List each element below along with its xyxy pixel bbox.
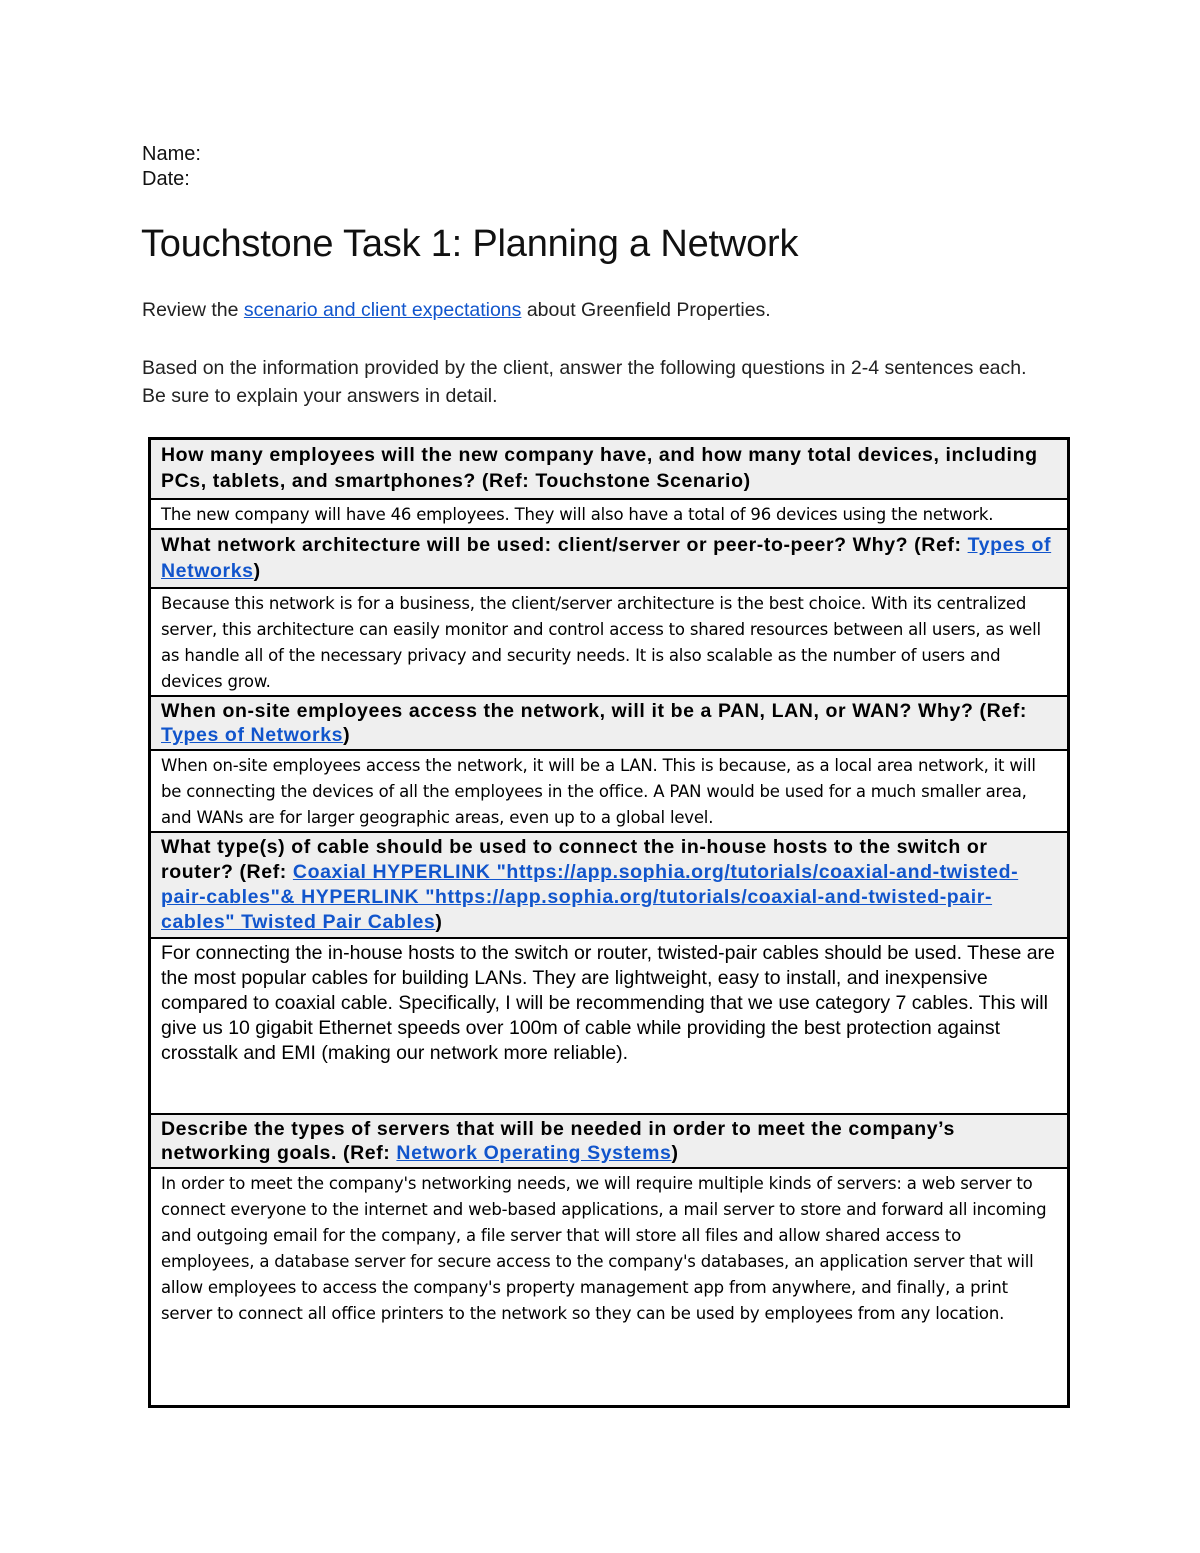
question-cell-5 (150, 1114, 1069, 1168)
intro-prefix: Review the (142, 299, 244, 321)
qa-table (148, 437, 1070, 1408)
question-text-5: Describe the types of servers that will be needed in order to meet the company’s networking goals. (Ref: (161, 1118, 955, 1164)
table-row (150, 499, 1069, 529)
question-suffix-2: ) (253, 560, 261, 582)
table-row (150, 832, 1069, 938)
answer-cell-2[interactable] (150, 588, 1069, 696)
answer-cell-5[interactable] (150, 1168, 1069, 1407)
types-of-networks-link[interactable]: Types of Networks (161, 534, 1052, 582)
question-text-3: When on-site employees access the network, will it be a PAN, LAN, or WAN? Why? (Ref: (161, 700, 1027, 722)
question-text-2: What network architecture will be used: client/server or peer-to-peer? Why? (Ref: (161, 534, 968, 556)
question-suffix-4: ) (435, 911, 443, 933)
answer-text-3: When on-site employees access the network, it will be a LAN. This is because, as a local area network, it will be connecting the devices of all the employees in the office. A PAN would be used for a much smaller area, and WANs are for larger geographic areas, even up to a global level. (161, 756, 1036, 827)
cables-link[interactable]: Coaxial HYPERLINK "https://app.sophia.org/tutorials/coaxial-and-twisted-pair-cables"& HYPERLINK "https://app.sophia.org/tutorials/coaxial-and-twisted-pair-cables" Twisted Pair Cables (161, 861, 1019, 933)
date-label: Date: (142, 168, 190, 190)
question-cell-3 (150, 696, 1069, 750)
question-text-4: What type(s) of cable should be used to connect the in-house hosts to the switch or router? (Ref: (161, 836, 988, 883)
scenario-link[interactable]: scenario and client expectations (243, 299, 522, 321)
question-suffix-3: ) (343, 724, 351, 746)
table-row (150, 750, 1069, 832)
table-row (150, 1168, 1069, 1407)
table-row (150, 529, 1069, 588)
table-row (150, 1114, 1069, 1168)
intro-suffix: about Greenfield Properties. (521, 299, 771, 321)
question-cell-2 (150, 529, 1069, 588)
question-suffix-5: ) (671, 1142, 679, 1164)
student-info (142, 142, 201, 192)
answer-text-2: Because this network is for a business, the client/server architecture is the best choice. With its centralized server, this architecture can easily monitor and control access to shared resources between all users, as well as handle all of the necessary privacy and security needs. It is also scalable as the number of users and devices grow. (161, 594, 1041, 691)
answer-text-1: The new company will have 46 employees. They will also have a total of 96 devices using the network. (161, 505, 994, 524)
question-cell-1 (150, 439, 1069, 500)
answer-cell-1[interactable] (150, 499, 1069, 529)
table-row (150, 938, 1069, 1114)
table-row (150, 588, 1069, 696)
table-row (150, 696, 1069, 750)
intro-paragraph (142, 296, 771, 324)
answer-text-4: For connecting the in-house hosts to the switch or router, twisted-pair cables should be used. These are the most popular cables for building LANs. They are lightweight, easy to install, and inexpensive compared to coaxial cable. Specifically, I will be recommending that we use category 7 cables. This will give us 10 gigabit Ethernet speeds over 100m of cable while providing the best protection against crosstalk and EMI (making our network more reliable). (161, 942, 1055, 1064)
answer-text-5: In order to meet the company's networking needs, we will require multiple kinds of servers: a web server to connect everyone to the internet and web-based applications, a mail server to store and forward all incoming and outgoing email for the company, a file server that will store all files and allow shared access to employees, a database server for secure access to the company's databases, an application server that will allow employees to access the company's property management app from anywhere, and finally, a print server to connect all office printers to the network so they can be used by employees from any location. (161, 1174, 1047, 1323)
name-label: Name: (142, 143, 201, 165)
answer-cell-3[interactable] (150, 750, 1069, 832)
instructions-paragraph: Based on the information provided by the client, answer the following questions in 2-4 sentences each. Be sure to explain your answers in detail. (142, 357, 1027, 407)
network-operating-systems-link[interactable]: Network Operating Systems (396, 1142, 672, 1164)
answer-cell-4[interactable] (150, 938, 1069, 1114)
types-of-networks-link-2[interactable]: Types of Networks (161, 724, 344, 746)
question-text-1: How many employees will the new company have, and how many total devices, including PCs, tablets, and smartphones? (Ref: Touchstone Scenario) (161, 444, 1038, 492)
page-title: Touchstone Task 1: Planning a Network (141, 223, 799, 265)
table-row (150, 439, 1069, 500)
question-cell-4 (150, 832, 1069, 938)
